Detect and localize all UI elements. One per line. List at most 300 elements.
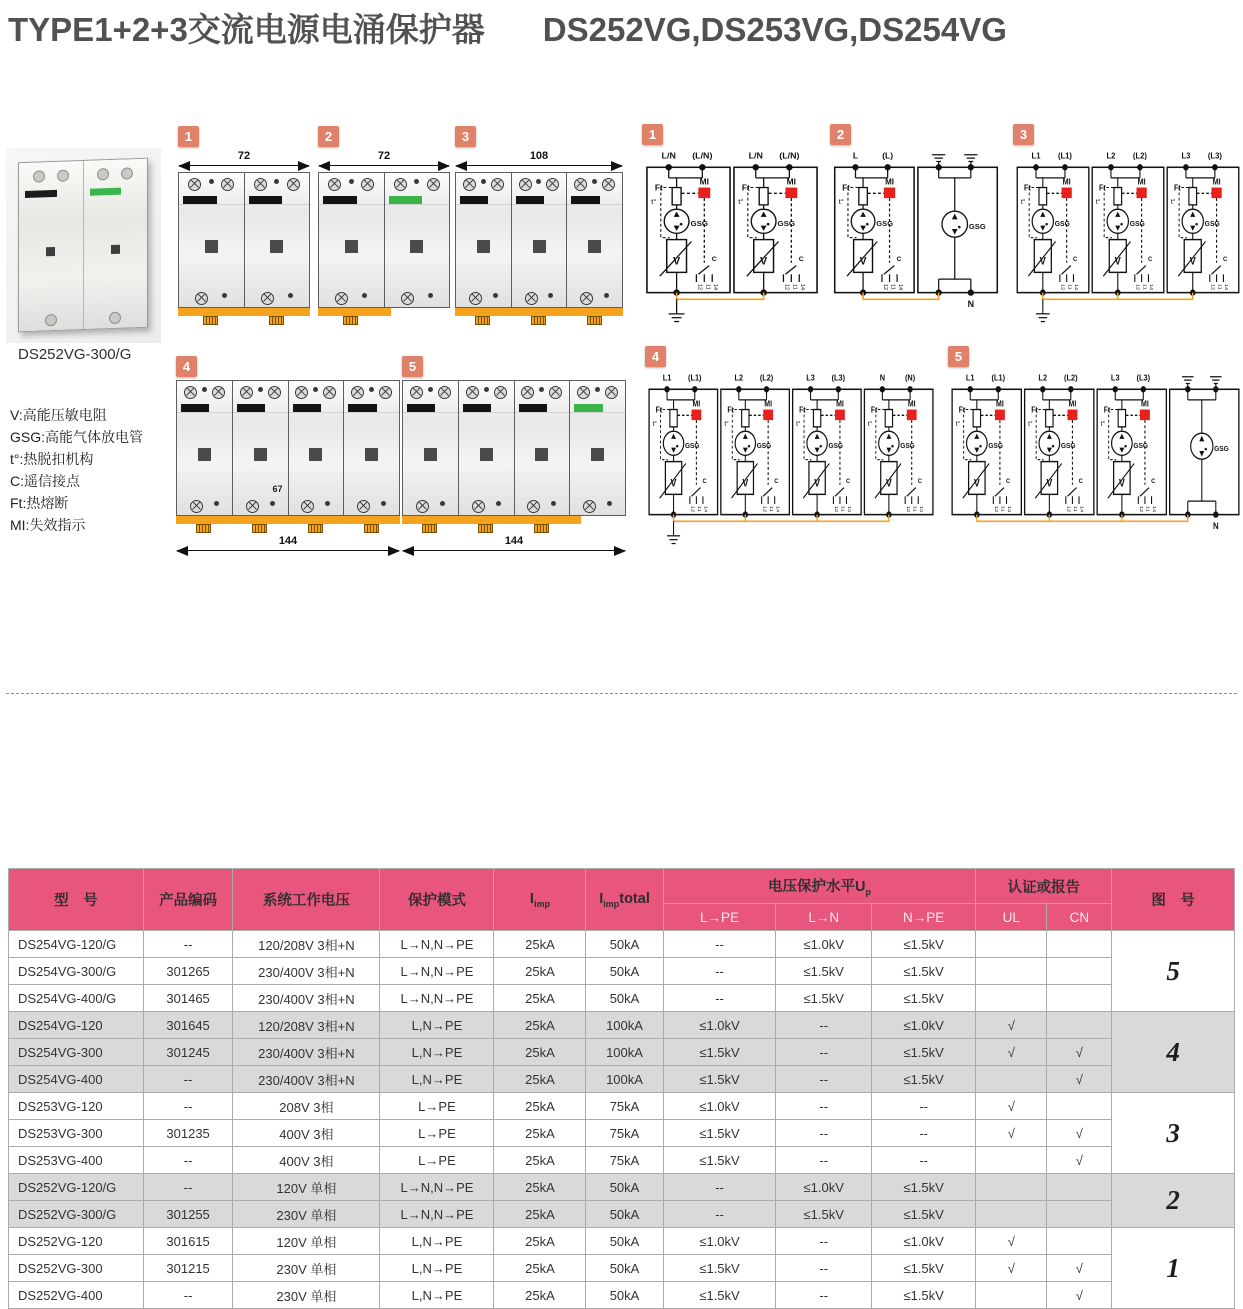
table-row: [9, 1282, 1235, 1309]
spec-cell: ≤1.0kV: [663, 1012, 776, 1039]
fuse-symbol: [973, 410, 980, 427]
svg-text:(N): (N): [904, 373, 916, 383]
module-face: [177, 412, 232, 495]
module-face: [344, 412, 399, 495]
spec-cell: --: [663, 1174, 776, 1201]
din-module: [569, 380, 626, 516]
module-face: [403, 412, 458, 495]
spec-cell: --: [776, 1093, 872, 1120]
svg-text:(L2): (L2): [759, 373, 774, 383]
spec-cell: √: [976, 1012, 1047, 1039]
circuit-svg: [948, 370, 1243, 558]
svg-text:GSG: GSG: [1060, 441, 1076, 451]
spec-cell: ≤1.0kV: [872, 1012, 976, 1039]
ground-icon: [669, 299, 685, 321]
spec-cell: ≤1.5kV: [872, 1255, 976, 1282]
spec-cell: 400V 3相: [233, 1147, 380, 1174]
spec-cell: 230V 单相: [233, 1255, 380, 1282]
screw-icon: [466, 386, 479, 399]
screw-icon: [410, 386, 423, 399]
spec-cell: [976, 958, 1047, 985]
svg-text:Ft: Ft: [799, 404, 806, 415]
cell-model: DS252VG-120/G: [9, 1174, 144, 1201]
spec-cell: --: [143, 1174, 232, 1201]
screw-icon: [254, 178, 267, 191]
din-module: [455, 172, 511, 308]
svg-text:N: N: [1212, 520, 1219, 532]
spec-cell: ≤1.0kV: [776, 931, 872, 958]
svg-text:(L/N): (L/N): [692, 150, 713, 161]
module-button: [270, 240, 283, 253]
screw-icon: [188, 178, 201, 191]
cell-model: DS252VG-120: [9, 1228, 144, 1255]
svg-text:C: C: [711, 255, 717, 263]
svg-text:MI: MI: [907, 399, 916, 409]
mounting-foot-icon: [252, 524, 267, 533]
screw-dot-icon: [349, 179, 354, 184]
screw-dot-icon: [548, 293, 553, 298]
spec-cell: L,N→PE: [380, 1012, 494, 1039]
svg-text:14: 14: [897, 283, 903, 291]
screw-row: [570, 381, 625, 401]
product-photo: [6, 148, 161, 343]
screw-row: [177, 495, 232, 515]
din-module: [343, 380, 400, 516]
svg-text:C: C: [846, 477, 851, 485]
svg-text:11: 11: [767, 505, 774, 512]
svg-text:t°: t°: [1170, 196, 1176, 207]
svg-text:11: 11: [1072, 505, 1078, 512]
din-module: [514, 380, 570, 516]
svg-text:MI: MI: [1062, 177, 1071, 187]
spec-cell: √: [1047, 1039, 1112, 1066]
spec-cell: [1047, 1174, 1112, 1201]
mounting-foot-icon: [534, 524, 549, 533]
din-rail: [178, 308, 310, 316]
svg-text:C: C: [1078, 477, 1083, 485]
col-group-cert: 认证或报告: [976, 869, 1112, 904]
svg-text:12: 12: [993, 505, 999, 513]
spec-cell: --: [776, 1012, 872, 1039]
screw-dot-icon: [258, 387, 263, 392]
spec-cell: 50kA: [586, 931, 663, 958]
spec-cell: [976, 985, 1047, 1012]
spec-cell: ≤1.5kV: [872, 1282, 976, 1309]
cell-model: DS254VG-120: [9, 1012, 144, 1039]
col-cn: CN: [1047, 904, 1112, 931]
svg-text:12: 12: [1138, 505, 1144, 513]
arrowhead-left-icon: [402, 546, 414, 556]
module-face: [319, 204, 384, 287]
svg-text:14: 14: [1148, 283, 1154, 291]
screw-icon: [351, 386, 364, 399]
spec-cell: 230V 单相: [233, 1282, 380, 1309]
spec-cell: [976, 1066, 1047, 1093]
indicator-window: [348, 404, 376, 412]
spec-cell: ≤1.5kV: [872, 1174, 976, 1201]
circuit-diagram-1: [642, 124, 822, 336]
svg-text:MI: MI: [786, 176, 797, 187]
spec-cell: [1047, 1012, 1112, 1039]
screw-dot-icon: [325, 501, 330, 506]
spec-cell: --: [776, 1282, 872, 1309]
table-row: [9, 1039, 1235, 1066]
cell-model: DS254VG-120/G: [9, 931, 144, 958]
spec-cell: [976, 1147, 1047, 1174]
screw-row: [179, 287, 244, 307]
screw-icon: [240, 386, 253, 399]
spec-cell: --: [776, 1255, 872, 1282]
screw-icon: [469, 292, 482, 305]
gsg-symbol: [1191, 433, 1213, 459]
spec-cell: √: [976, 1093, 1047, 1120]
fuse-symbol: [742, 410, 749, 427]
svg-text:(L1): (L1): [991, 373, 1006, 383]
screw-icon: [491, 178, 504, 191]
svg-text:MI: MI: [692, 399, 701, 409]
col-ul: UL: [976, 904, 1047, 931]
svg-text:N: N: [879, 373, 885, 383]
gsg-symbol: [1107, 209, 1128, 233]
spec-cell: ≤1.5kV: [663, 1120, 776, 1147]
spec-cell: 25kA: [494, 1120, 586, 1147]
spec-cell: 100kA: [586, 1012, 663, 1039]
svg-text:t°: t°: [867, 419, 873, 429]
screw-dot-icon: [440, 501, 445, 506]
spec-cell: --: [872, 1093, 976, 1120]
legend-item: MI:失效指示: [10, 517, 86, 533]
svg-text:14: 14: [799, 283, 806, 291]
din-module: [318, 172, 384, 308]
spec-cell: 120V 单相: [233, 1228, 380, 1255]
din-rail: [176, 516, 400, 524]
svg-text:14: 14: [712, 283, 719, 291]
indicator-window: [407, 404, 435, 412]
svg-text:C: C: [1006, 477, 1011, 485]
fuse-symbol: [672, 188, 681, 205]
screw-icon: [323, 386, 336, 399]
spec-cell: √: [1047, 1147, 1112, 1174]
svg-text:L: L: [852, 150, 859, 161]
mounting-foot-icon: [422, 524, 437, 533]
mi-indicator-icon: [1062, 188, 1072, 199]
dimension-width-label: 108: [529, 150, 549, 162]
module-button: [410, 240, 423, 253]
mi-indicator-icon: [1137, 188, 1147, 199]
cell-model: DS253VG-120: [9, 1093, 144, 1120]
mounting-feet: [402, 524, 626, 534]
svg-text:C: C: [1151, 477, 1156, 485]
spec-cell: 25kA: [494, 1012, 586, 1039]
screw-row: [177, 381, 232, 401]
mi-indicator-icon: [884, 188, 895, 199]
mi-indicator-icon: [691, 410, 701, 421]
screw-icon: [246, 500, 259, 513]
table-row: [9, 1174, 1235, 1201]
spec-cell: 25kA: [494, 1228, 586, 1255]
screw-row: [403, 495, 458, 515]
screw-row: [344, 381, 399, 401]
gsg-symbol: [942, 211, 968, 237]
gsg-symbol: [1112, 431, 1133, 455]
col-code: 产品编码: [143, 869, 232, 931]
svg-text:V: V: [973, 478, 980, 490]
spec-cell: ≤1.5kV: [776, 1201, 872, 1228]
screw-row: [289, 495, 344, 515]
gsg-symbol: [751, 209, 776, 233]
svg-text:MI: MI: [836, 399, 844, 409]
svg-text:12: 12: [904, 505, 911, 513]
screw-icon: [549, 386, 562, 399]
screw-icon: [190, 500, 203, 513]
col-l-n: L→N: [776, 904, 872, 931]
screw-row: [456, 173, 511, 193]
mounting-foot-icon: [203, 316, 218, 325]
mounting-foot-icon: [531, 316, 546, 325]
screw-icon: [438, 386, 451, 399]
svg-text:11: 11: [1066, 283, 1073, 290]
screw-icon: [546, 178, 559, 191]
screw-icon: [472, 500, 485, 513]
screw-row: [570, 495, 625, 515]
svg-text:L3: L3: [1110, 373, 1120, 383]
spec-cell: 25kA: [494, 1039, 586, 1066]
screw-dot-icon: [288, 293, 293, 298]
din-module: [288, 380, 344, 516]
drawing-number-badge: 4: [176, 356, 197, 377]
mounting-foot-icon: [269, 316, 284, 325]
spec-cell: 75kA: [586, 1093, 663, 1120]
cell-model: DS254VG-400: [9, 1066, 144, 1093]
col-iimp: $I_{imp}$: [494, 869, 586, 931]
spec-cell: [1047, 958, 1112, 985]
gsg-symbol: [851, 209, 875, 233]
screw-icon: [463, 178, 476, 191]
spec-cell: √: [1047, 1120, 1112, 1147]
screw-icon: [605, 386, 618, 399]
gsg-symbol: [663, 431, 683, 455]
screw-dot-icon: [607, 501, 612, 506]
spec-cell: 100kA: [586, 1039, 663, 1066]
mounting-feet: [178, 316, 310, 326]
spec-cell: --: [143, 1093, 232, 1120]
svg-text:L1: L1: [662, 373, 672, 383]
dimension-width-label: 144: [504, 535, 524, 547]
svg-text:14: 14: [702, 505, 709, 513]
gsg-symbol: [735, 431, 755, 455]
arrowhead-left-icon: [318, 161, 330, 171]
svg-text:GSG: GSG: [828, 441, 843, 451]
fuse-symbol: [1189, 188, 1197, 205]
arrowhead-right-icon: [614, 546, 626, 556]
mi-indicator-icon: [907, 410, 917, 421]
screw-icon: [583, 500, 596, 513]
spec-cell: 301245: [143, 1039, 232, 1066]
indicator-window: [323, 196, 357, 204]
spec-cell: L,N→PE: [380, 1039, 494, 1066]
spec-cell: [1047, 931, 1112, 958]
cell-model: DS253VG-300: [9, 1120, 144, 1147]
spec-cell: [1047, 985, 1112, 1012]
spec-cell: ≤1.5kV: [663, 1066, 776, 1093]
remote-signal-bus: [674, 515, 889, 522]
spec-cell: 75kA: [586, 1120, 663, 1147]
svg-text:14: 14: [846, 505, 852, 513]
mounting-foot-icon: [475, 316, 490, 325]
drawing-number-badge: 1: [178, 126, 199, 147]
figure-number-cell: 4: [1112, 1012, 1235, 1093]
screw-row: [319, 287, 384, 307]
spec-cell: √: [976, 1120, 1047, 1147]
svg-text:GSG: GSG: [1054, 218, 1070, 229]
screw-dot-icon: [595, 387, 600, 392]
indicator-window: [183, 196, 217, 204]
spec-cell: ≤1.5kV: [872, 958, 976, 985]
din-module: [244, 172, 311, 308]
dimension-line: [319, 165, 449, 166]
arrowhead-right-icon: [611, 161, 623, 171]
screw-row: [233, 495, 288, 515]
screw-dot-icon: [592, 179, 597, 184]
screw-dot-icon: [604, 293, 609, 298]
svg-text:C: C: [702, 477, 707, 485]
spec-cell: 25kA: [494, 1066, 586, 1093]
module-face: [179, 204, 244, 287]
svg-text:GSG: GSG: [1204, 218, 1220, 229]
mounting-foot-icon: [343, 316, 358, 325]
spec-cell: √: [976, 1255, 1047, 1282]
spec-cell: 25kA: [494, 1093, 586, 1120]
module-button: [588, 240, 601, 253]
spec-cell: √: [1047, 1282, 1112, 1309]
screw-icon: [401, 292, 414, 305]
drawing-number-badge: 1: [642, 124, 663, 145]
gsg-symbol: [879, 431, 899, 455]
spec-cell: ≤1.0kV: [663, 1228, 776, 1255]
fuse-symbol: [670, 410, 677, 427]
ground-icon: [667, 521, 680, 543]
screw-icon: [521, 386, 534, 399]
legend-list: [10, 404, 143, 536]
figure-number-cell: 3: [1112, 1093, 1235, 1174]
spec-cell: 120V 单相: [233, 1174, 380, 1201]
spec-table-body: [9, 931, 1235, 1309]
mi-indicator-icon: [995, 410, 1005, 421]
screw-icon: [212, 386, 225, 399]
photo-caption: DS252VG-300/G: [18, 346, 132, 363]
svg-text:V: V: [1118, 478, 1125, 490]
screw-dot-icon: [484, 387, 489, 392]
screw-icon: [357, 500, 370, 513]
svg-text:V: V: [885, 478, 892, 490]
svg-text:Ft: Ft: [870, 404, 878, 415]
svg-text:(L1): (L1): [688, 373, 702, 383]
svg-text:L3: L3: [1181, 151, 1191, 161]
cell-model: DS254VG-400/G: [9, 985, 144, 1012]
col-voltage: 系统工作电压: [233, 869, 380, 931]
svg-text:L1: L1: [1031, 151, 1041, 161]
svg-text:Ft: Ft: [842, 183, 850, 193]
svg-text:Ft: Ft: [1173, 183, 1181, 193]
svg-text:C: C: [1073, 255, 1078, 263]
spec-cell: --: [143, 1066, 232, 1093]
spec-cell: 208V 3相: [233, 1093, 380, 1120]
module-height-label: 67: [272, 484, 283, 494]
spec-cell: L,N→PE: [380, 1282, 494, 1309]
col-n-pe: N→PE: [872, 904, 976, 931]
legend-item: V:高能压敏电阻: [10, 407, 107, 423]
dimension-line: [456, 165, 622, 166]
col-iimp-total: $I_{imp}total$: [586, 869, 663, 931]
screw-dot-icon: [209, 179, 214, 184]
gsg-symbol: [967, 431, 988, 455]
spec-cell: ≤1.5kV: [663, 1282, 776, 1309]
spec-cell: --: [143, 1282, 232, 1309]
module-button: [535, 448, 548, 461]
module-button: [345, 240, 358, 253]
screw-dot-icon: [202, 387, 207, 392]
svg-text:MI: MI: [885, 177, 895, 187]
svg-text:GSG: GSG: [1214, 444, 1229, 454]
svg-text:t°: t°: [1095, 196, 1101, 207]
spec-cell: 75kA: [586, 1147, 663, 1174]
svg-text:12: 12: [696, 283, 703, 291]
module-face: [512, 204, 567, 287]
circuit-svg: [830, 148, 1002, 336]
dimension-line: [179, 165, 309, 166]
circuit-diagram-5: [948, 346, 1243, 558]
spec-cell: 25kA: [494, 1174, 586, 1201]
device-screws: [19, 161, 83, 187]
svg-text:C: C: [1147, 255, 1153, 263]
table-row: [9, 1012, 1235, 1039]
drawing-number-badge: 2: [318, 126, 339, 147]
screw-dot-icon: [369, 387, 374, 392]
mi-indicator-icon: [835, 410, 845, 421]
dimension-drawing-3: [455, 126, 623, 326]
spec-cell: ≤1.5kV: [872, 1039, 976, 1066]
spec-cell: ≤1.5kV: [776, 958, 872, 985]
svg-text:L3: L3: [806, 373, 815, 383]
svg-text:L/N: L/N: [748, 150, 763, 161]
svg-text:12: 12: [783, 283, 790, 291]
svg-text:t°: t°: [738, 197, 744, 206]
spec-cell: 230/400V 3相+N: [233, 1039, 380, 1066]
fuse-symbol: [1039, 188, 1047, 205]
spec-cell: 25kA: [494, 958, 586, 985]
screw-dot-icon: [428, 293, 433, 298]
svg-text:11: 11: [791, 283, 798, 290]
svg-text:12: 12: [689, 505, 696, 513]
spec-cell: L,N→PE: [380, 1228, 494, 1255]
figure-number-cell: 1: [1112, 1228, 1235, 1309]
spec-cell: √: [1047, 1255, 1112, 1282]
spec-cell: 301465: [143, 985, 232, 1012]
svg-text:t°: t°: [1020, 196, 1026, 207]
spec-cell: 230V 单相: [233, 1201, 380, 1228]
screw-icon: [328, 178, 341, 191]
spec-cell: ≤1.5kV: [872, 1066, 976, 1093]
module-face: [515, 412, 570, 495]
module-face: [459, 412, 514, 495]
din-module: [566, 172, 623, 308]
spec-cell: 50kA: [586, 1201, 663, 1228]
screw-icon: [416, 500, 429, 513]
legend-item: Ft:热熔断: [10, 495, 69, 511]
module-face: [385, 204, 450, 287]
drawing-number-badge: 5: [948, 346, 969, 367]
circuit-svg: [1013, 148, 1243, 336]
